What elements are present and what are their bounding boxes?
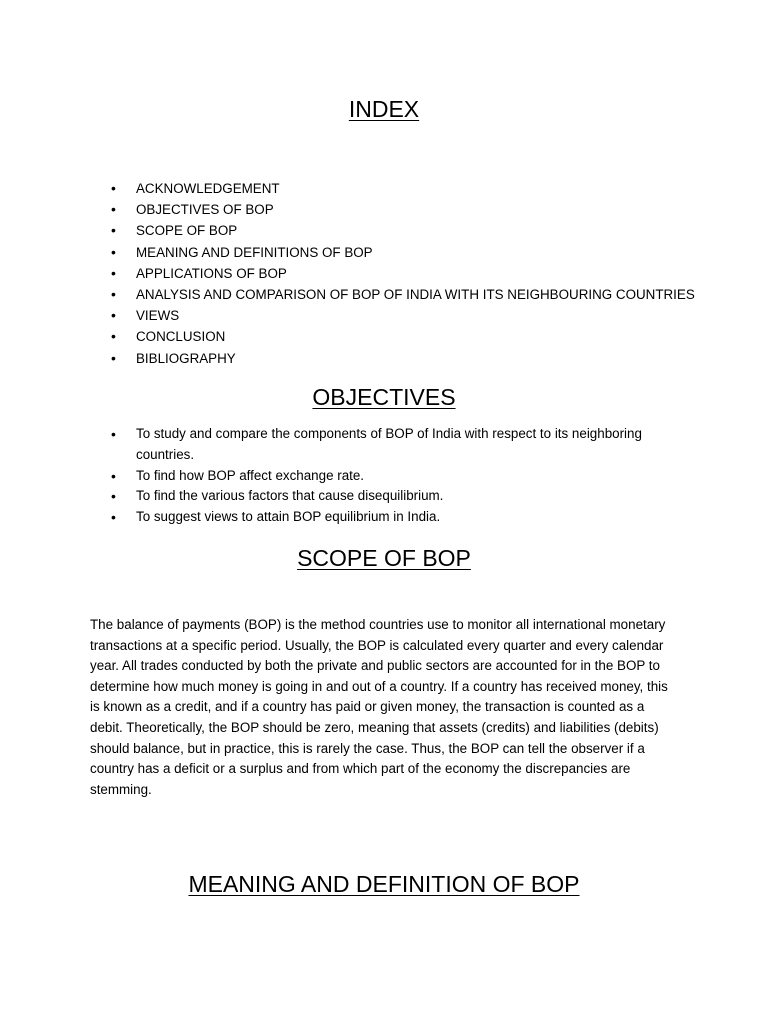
index-list [110, 178, 695, 369]
objective-item: • To suggest views to attain BOP equilibrium in India. [110, 507, 670, 528]
index-item-applications: • APPLICATIONS OF BOP [110, 263, 695, 284]
meaning-heading: MEANING AND DEFINITION OF BOP [188, 871, 580, 897]
objectives-heading: OBJECTIVES [312, 384, 456, 410]
objectives-list [110, 424, 670, 528]
index-item-bibliography: • BIBLIOGRAPHY [110, 348, 695, 369]
index-item-views: • VIEWS [110, 305, 695, 326]
objective-item: • To study and compare the components of BOP of India with respect to its neighboring countries. [110, 424, 670, 466]
index-item-scope: • SCOPE OF BOP [110, 220, 695, 241]
index-heading: INDEX [348, 96, 420, 122]
index-item-conclusion: • CONCLUSION [110, 326, 695, 347]
objective-item: • To find how BOP affect exchange rate. [110, 466, 670, 487]
scope-paragraph: The balance of payments (BOP) is the method countries use to monitor all international monetary transactions at a specific period. Usually, the BOP is calculated every quarter and every calendar year. All trades conducted by both the private and public sectors are accounted for in the BOP to determine how much money is going in and out of a country. If a country has received money, this is known as a credit, and if a country has paid or given money, the transaction is counted as a debit. Theoretically, the BOP should be zero, meaning that assets (credits) and liabilities (debits) should balance, but in practice, this is rarely the case. Thus, the BOP can tell the observer if a country has a deficit or a surplus and from which part of the economy the discrepancies are stemming. [90, 617, 668, 797]
objective-item: • To find the various factors that cause disequilibrium. [110, 486, 670, 507]
index-item-acknowledgement: • ACKNOWLEDGEMENT [110, 178, 695, 199]
index-item-meaning: • MEANING AND DEFINITIONS OF BOP [110, 242, 695, 263]
index-item-objectives: • OBJECTIVES OF BOP [110, 199, 695, 220]
scope-heading: SCOPE OF BOP [297, 545, 471, 571]
index-item-analysis: • ANALYSIS AND COMPARISON OF BOP OF INDIA WITH ITS NEIGHBOURING COUNTRIES [110, 284, 695, 305]
